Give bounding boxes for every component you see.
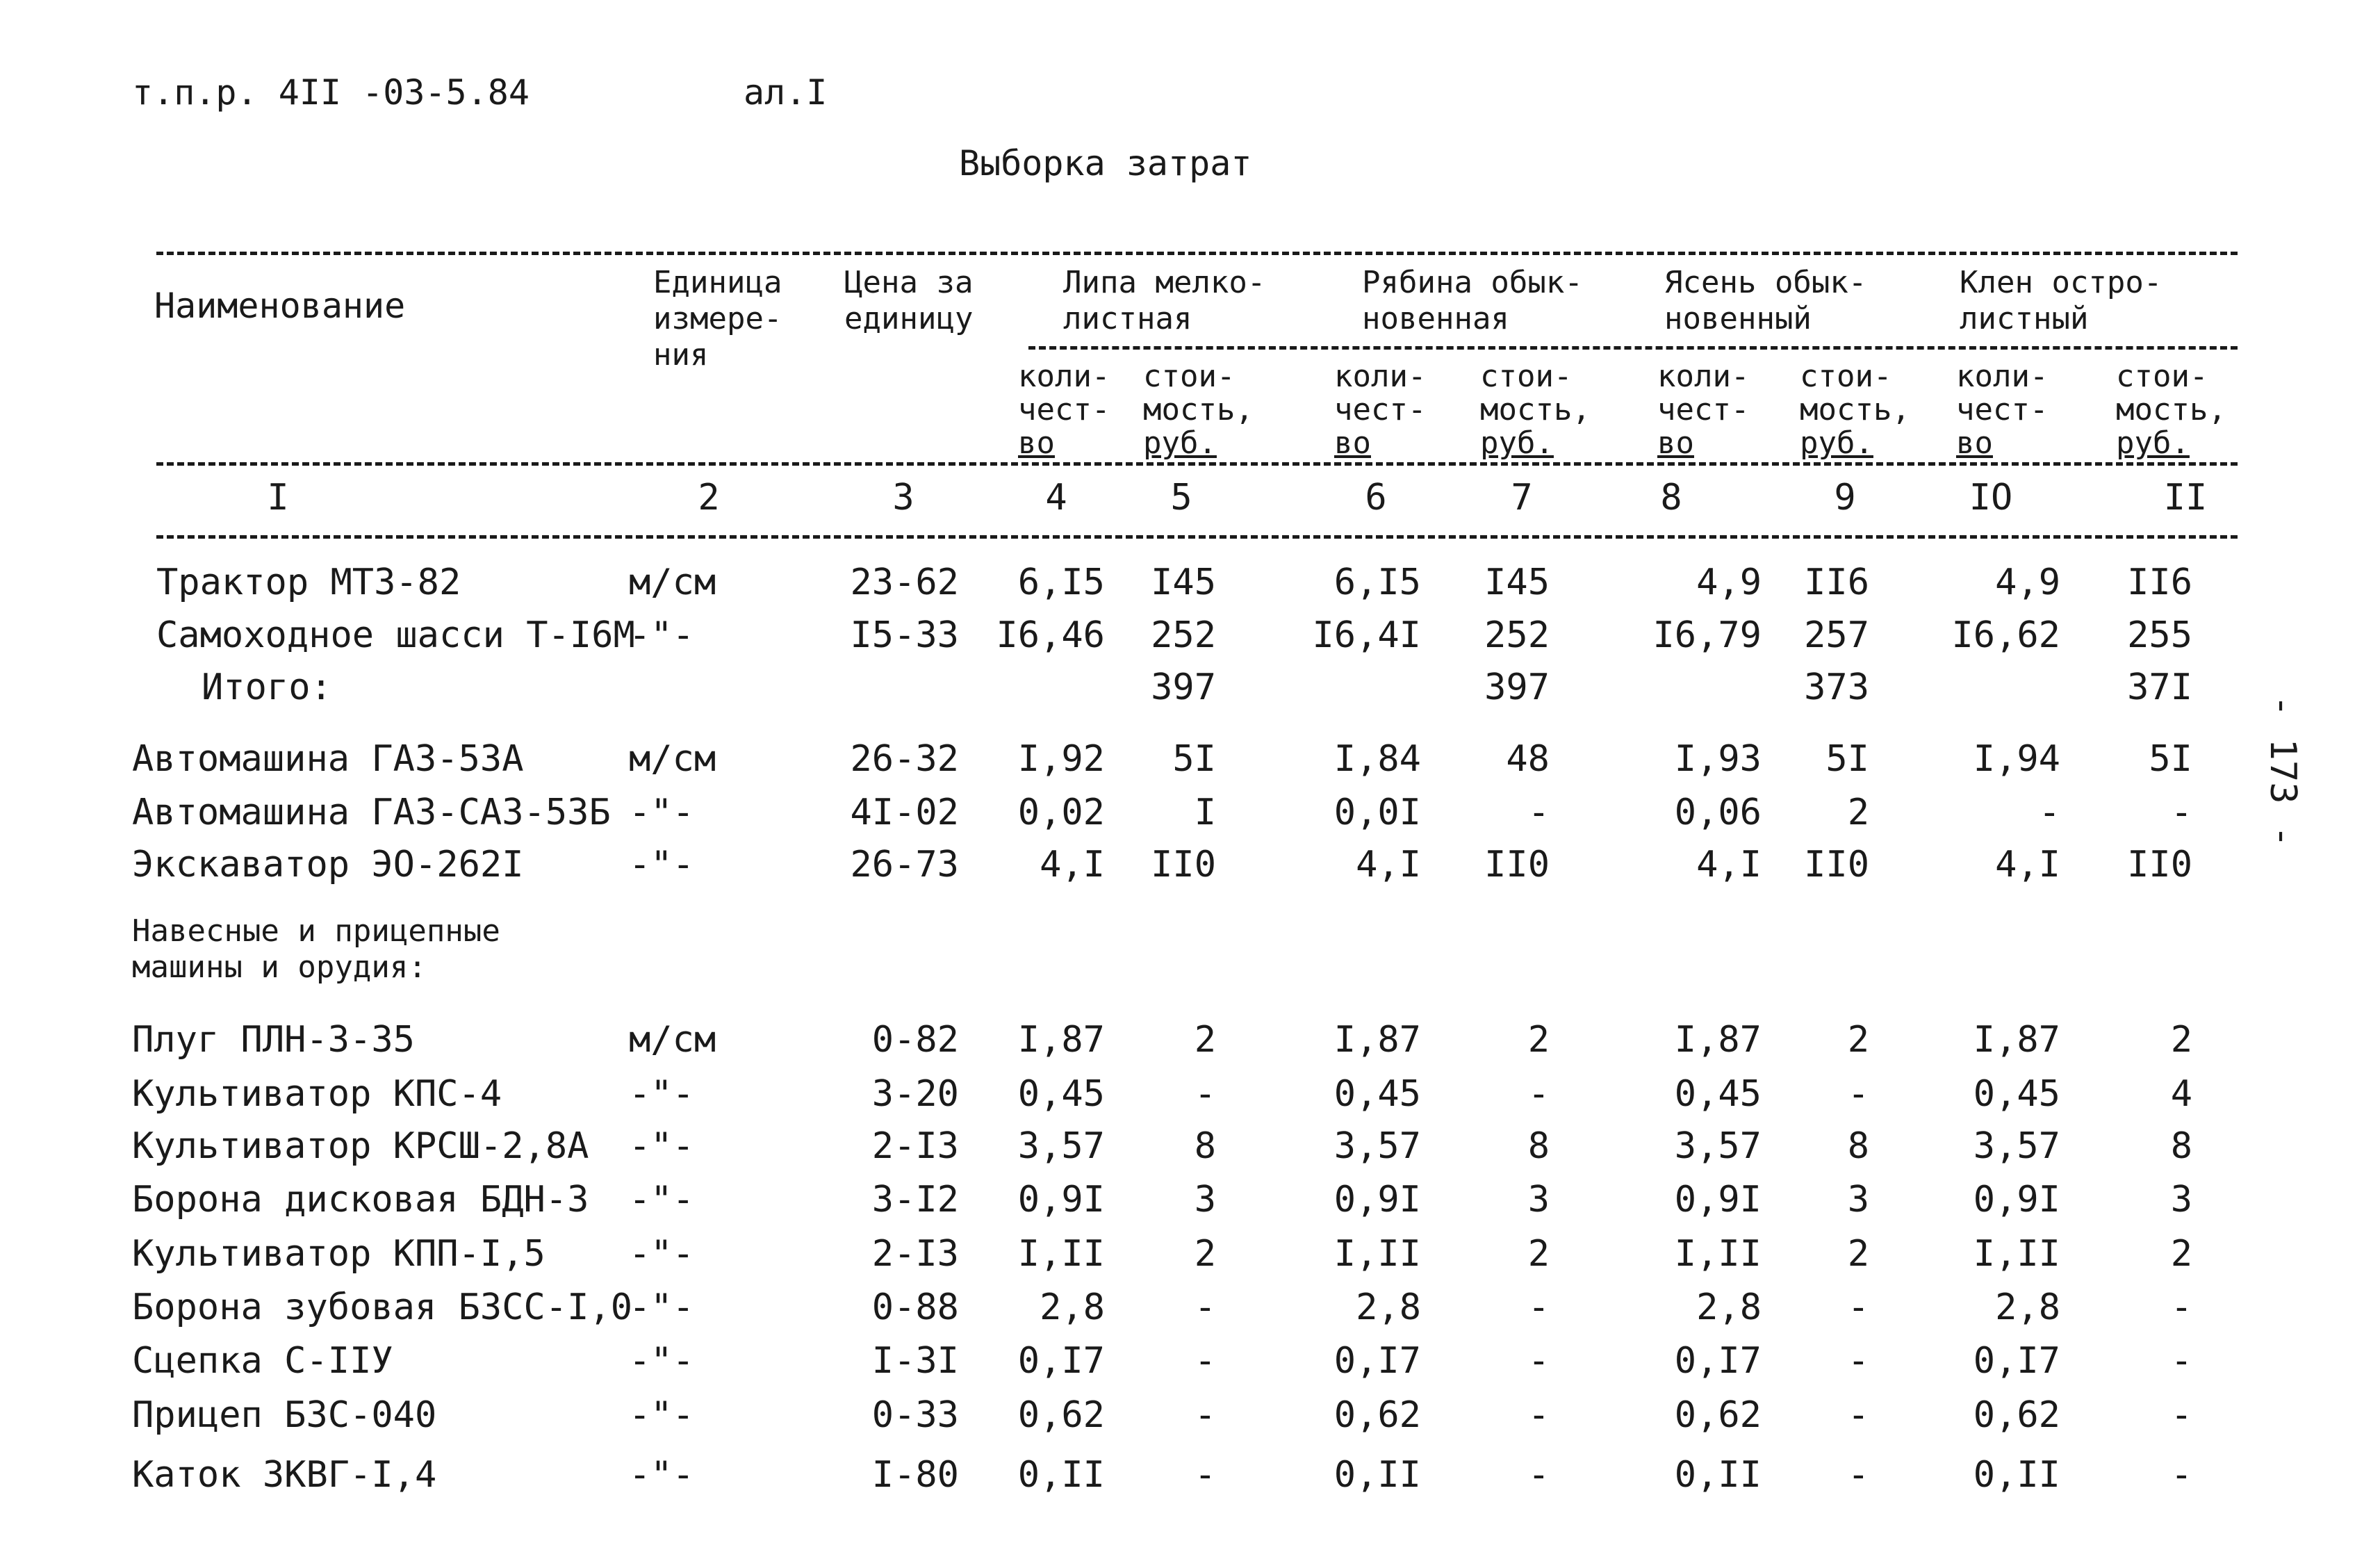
- row-value: I,94: [1973, 738, 2060, 780]
- row-value: I,87: [1333, 1019, 1421, 1061]
- row-value: 2: [1847, 792, 1869, 833]
- group-header-2: новенная: [1362, 301, 1509, 336]
- table-top-rule: [156, 252, 2238, 255]
- subheader-qty-2: чест-: [1334, 392, 1427, 427]
- column-header-price: Цена за: [844, 265, 974, 300]
- row-value: 4: [2170, 1073, 2192, 1115]
- row-value: 2: [1194, 1233, 1216, 1275]
- row-unit: -"-: [629, 1179, 694, 1221]
- row-unit: -"-: [629, 614, 694, 656]
- row-value: -: [1527, 1394, 1550, 1436]
- row-value: 2: [1527, 1019, 1550, 1061]
- row-unit: -"-: [629, 1287, 694, 1328]
- row-value: 252: [1484, 614, 1550, 656]
- row-unit: -"-: [629, 1454, 694, 1496]
- row-name: Культиватор КПС-4: [132, 1073, 502, 1115]
- group-header-1: Липа мелко-: [1063, 265, 1266, 300]
- row-value: -: [1527, 792, 1550, 833]
- row-value: 3: [2170, 1179, 2192, 1221]
- column-header-unit: измере-: [653, 301, 782, 336]
- subheader-qty-3: чест-: [1657, 392, 1750, 427]
- row-value: I45: [1484, 562, 1550, 603]
- row-unit: м/см: [629, 562, 716, 603]
- row-value: I,II: [1333, 1233, 1421, 1275]
- row-value: I,87: [1017, 1019, 1105, 1061]
- row-value: -: [1847, 1454, 1869, 1496]
- row-value: -: [1527, 1073, 1550, 1115]
- subheader-cost-2: руб.: [1480, 425, 1554, 461]
- subheader-qty-3: во: [1657, 425, 1694, 461]
- column-header-unit: Единица: [653, 265, 782, 300]
- row-price: 2-I3: [871, 1125, 959, 1167]
- group-header-2: Рябина обык-: [1362, 265, 1583, 300]
- row-value: 2: [1847, 1233, 1869, 1275]
- row-price: I5-33: [850, 614, 959, 656]
- row-value: II6: [2127, 562, 2192, 603]
- row-value: -: [1847, 1340, 1869, 1382]
- row-value: 2: [1847, 1019, 1869, 1061]
- row-value: 373: [1804, 667, 1869, 708]
- row-value: 4,9: [1995, 562, 2060, 603]
- row-price: 26-32: [850, 738, 959, 780]
- row-value: -: [2170, 792, 2192, 833]
- column-number-1: I: [267, 477, 289, 519]
- row-value: II0: [1151, 844, 1216, 885]
- row-value: 0,62: [1674, 1394, 1762, 1436]
- row-value: 3: [1847, 1179, 1869, 1221]
- row-value: 0,45: [1017, 1073, 1105, 1115]
- row-value: I,93: [1674, 738, 1762, 780]
- subheader-cost-4: руб.: [2116, 425, 2190, 461]
- row-value: I45: [1151, 562, 1216, 603]
- row-value: 3: [1194, 1179, 1216, 1221]
- subheader-qty-4: чест-: [1956, 392, 2049, 427]
- column-number-11: II: [2163, 477, 2208, 519]
- row-value: 4,9: [1696, 562, 1762, 603]
- row-value: 0,45: [1973, 1073, 2060, 1115]
- group-header-1: листная: [1063, 301, 1192, 336]
- row-value: -: [1194, 1454, 1216, 1496]
- page-title: Выборка затрат: [959, 143, 1252, 183]
- row-value: 2: [1527, 1233, 1550, 1275]
- row-value: -: [2038, 792, 2060, 833]
- row-name: Сцепка С-IIУ: [132, 1340, 393, 1382]
- row-price: 4I-02: [850, 792, 959, 833]
- row-value: I6,79: [1652, 614, 1762, 656]
- sheet-number: ал.I: [744, 72, 828, 113]
- row-value: -: [1527, 1454, 1550, 1496]
- row-value: -: [1194, 1394, 1216, 1436]
- row-name: Экскаватор ЭО-262I: [132, 844, 524, 885]
- row-value: 4,I: [1040, 844, 1105, 885]
- subheader-cost-3: мость,: [1800, 392, 1910, 427]
- row-value: I6,4I: [1312, 614, 1421, 656]
- subheader-cost-1: стои-: [1143, 359, 1236, 394]
- column-number-9: 9: [1834, 477, 1856, 519]
- row-name: Автомашина ГАЗ-САЗ-53Б: [132, 792, 611, 833]
- row-value: 0,I7: [1973, 1340, 2060, 1382]
- row-value: 5I: [1825, 738, 1869, 780]
- row-name: машины и орудия:: [132, 949, 427, 985]
- row-value: -: [1847, 1287, 1869, 1328]
- row-value: 5I: [1172, 738, 1216, 780]
- row-name: Итого:: [202, 667, 332, 708]
- row-price: 26-73: [850, 844, 959, 885]
- row-value: 0,9I: [1333, 1179, 1421, 1221]
- subheader-qty-2: коли-: [1334, 359, 1427, 394]
- row-value: 0,45: [1674, 1073, 1762, 1115]
- group-header-3: Ясень обык-: [1664, 265, 1867, 300]
- subheader-cost-2: стои-: [1480, 359, 1573, 394]
- row-unit: м/см: [629, 1019, 716, 1061]
- subheader-qty-3: коли-: [1657, 359, 1750, 394]
- column-header-unit: ния: [653, 337, 709, 373]
- row-value: 0,62: [1333, 1394, 1421, 1436]
- subheader-cost-1: мость,: [1143, 392, 1254, 427]
- row-value: 8: [1194, 1125, 1216, 1167]
- row-value: -: [1847, 1394, 1869, 1436]
- row-unit: -"-: [629, 1340, 694, 1382]
- column-number-8: 8: [1660, 477, 1682, 519]
- header-mid-rule-1: [1028, 346, 2238, 350]
- row-value: 0,9I: [1973, 1179, 2060, 1221]
- subheader-cost-4: стои-: [2116, 359, 2208, 394]
- row-price: 23-62: [850, 562, 959, 603]
- row-value: I,II: [1674, 1233, 1762, 1275]
- row-value: 4,I: [1696, 844, 1762, 885]
- row-value: I6,46: [996, 614, 1105, 656]
- row-value: -: [1194, 1287, 1216, 1328]
- row-value: -: [1527, 1287, 1550, 1328]
- row-unit: -"-: [629, 1233, 694, 1275]
- row-value: 37I: [2127, 667, 2192, 708]
- column-number-5: 5: [1170, 477, 1192, 519]
- row-value: 0,II: [1017, 1454, 1105, 1496]
- row-name: Трактор МТЗ-82: [156, 562, 461, 603]
- subheader-cost-1: руб.: [1143, 425, 1217, 461]
- row-value: 6,I5: [1333, 562, 1421, 603]
- row-price: 0-33: [871, 1394, 959, 1436]
- row-value: 3,57: [1333, 1125, 1421, 1167]
- row-value: 8: [1527, 1125, 1550, 1167]
- document-reference: т.п.р. 4II -03-5.84: [132, 72, 530, 113]
- row-value: 2,8: [1040, 1287, 1105, 1328]
- row-value: 0,62: [1017, 1394, 1105, 1436]
- row-value: I: [1194, 792, 1216, 833]
- row-value: I6,62: [1951, 614, 2060, 656]
- row-value: 2,8: [1696, 1287, 1762, 1328]
- subheader-cost-3: стои-: [1800, 359, 1892, 394]
- row-value: 257: [1804, 614, 1869, 656]
- group-header-4: Клен остро-: [1960, 265, 2162, 300]
- row-value: 3,57: [1674, 1125, 1762, 1167]
- row-value: 2,8: [1356, 1287, 1421, 1328]
- subheader-qty-4: коли-: [1956, 359, 2049, 394]
- row-value: 6,I5: [1017, 562, 1105, 603]
- row-price: 2-I3: [871, 1233, 959, 1275]
- row-value: -: [2170, 1340, 2192, 1382]
- row-value: 0,II: [1333, 1454, 1421, 1496]
- row-unit: -"-: [629, 1125, 694, 1167]
- header-bottom-rule: [156, 462, 2238, 466]
- column-header-price: единицу: [844, 301, 974, 336]
- row-unit: -"-: [629, 1394, 694, 1436]
- subheader-cost-4: мость,: [2116, 392, 2226, 427]
- row-name: Борона дисковая БДН-3: [132, 1179, 589, 1221]
- row-value: II0: [1484, 844, 1550, 885]
- row-value: -: [1527, 1340, 1550, 1382]
- row-value: 2: [1194, 1019, 1216, 1061]
- subheader-qty-1: во: [1018, 425, 1055, 461]
- row-value: 0,0I: [1333, 792, 1421, 833]
- row-value: 48: [1506, 738, 1550, 780]
- row-value: 397: [1151, 667, 1216, 708]
- row-value: -: [1847, 1073, 1869, 1115]
- row-unit: -"-: [629, 844, 694, 885]
- row-value: 255: [2127, 614, 2192, 656]
- row-value: -: [1194, 1340, 1216, 1382]
- row-value: 3,57: [1973, 1125, 2060, 1167]
- row-value: I,84: [1333, 738, 1421, 780]
- row-value: 0,II: [1973, 1454, 2060, 1496]
- row-price: 3-20: [871, 1073, 959, 1115]
- row-value: 0,9I: [1674, 1179, 1762, 1221]
- row-name: Борона зубовая БЗСС-I,0: [132, 1287, 633, 1328]
- row-value: 0,06: [1674, 792, 1762, 833]
- row-value: 0,62: [1973, 1394, 2060, 1436]
- row-value: -: [2170, 1394, 2192, 1436]
- row-value: I,II: [1017, 1233, 1105, 1275]
- row-value: 0,I7: [1333, 1340, 1421, 1382]
- column-header-name: Наименование: [154, 286, 406, 326]
- group-header-4: листный: [1960, 301, 2089, 336]
- row-value: 4,I: [1356, 844, 1421, 885]
- row-value: 2,8: [1995, 1287, 2060, 1328]
- row-value: 8: [2170, 1125, 2192, 1167]
- column-number-7: 7: [1511, 477, 1533, 519]
- row-value: I,87: [1674, 1019, 1762, 1061]
- row-value: 252: [1151, 614, 1216, 656]
- row-value: I,92: [1017, 738, 1105, 780]
- group-header-3: новенный: [1664, 301, 1812, 336]
- row-name: Самоходное шасси Т-I6М: [156, 614, 635, 656]
- row-price: 3-I2: [871, 1179, 959, 1221]
- row-value: I,87: [1973, 1019, 2060, 1061]
- column-number-4: 4: [1045, 477, 1067, 519]
- column-number-6: 6: [1365, 477, 1387, 519]
- row-value: 0,I7: [1674, 1340, 1762, 1382]
- row-value: 4,I: [1995, 844, 2060, 885]
- numbers-bottom-rule: [156, 535, 2238, 539]
- row-value: 0,9I: [1017, 1179, 1105, 1221]
- subheader-cost-3: руб.: [1800, 425, 1873, 461]
- row-value: II0: [2127, 844, 2192, 885]
- side-page-number-text: - 173 -: [2262, 695, 2304, 848]
- row-value: II6: [1804, 562, 1869, 603]
- row-value: 0,II: [1674, 1454, 1762, 1496]
- row-value: 8: [1847, 1125, 1869, 1167]
- row-value: 0,45: [1333, 1073, 1421, 1115]
- row-value: 2: [2170, 1233, 2192, 1275]
- column-number-2: 2: [698, 477, 720, 519]
- row-name: Навесные и прицепные: [132, 913, 500, 949]
- row-price: 0-82: [871, 1019, 959, 1061]
- subheader-cost-2: мость,: [1480, 392, 1591, 427]
- subheader-qty-1: чест-: [1018, 392, 1110, 427]
- row-value: -: [2170, 1287, 2192, 1328]
- row-price: I-80: [871, 1454, 959, 1496]
- row-value: 3: [1527, 1179, 1550, 1221]
- row-price: 0-88: [871, 1287, 959, 1328]
- row-name: Культиватор КРСШ-2,8А: [132, 1125, 589, 1167]
- column-number-10: IO: [1969, 477, 2013, 519]
- row-value: II0: [1804, 844, 1869, 885]
- column-number-3: 3: [892, 477, 914, 519]
- row-name: Прицеп БЗС-040: [132, 1394, 437, 1436]
- row-unit: -"-: [629, 1073, 694, 1115]
- row-unit: м/см: [629, 738, 716, 780]
- row-value: 5I: [2149, 738, 2192, 780]
- row-value: 0,I7: [1017, 1340, 1105, 1382]
- row-value: -: [2170, 1454, 2192, 1496]
- row-value: -: [1194, 1073, 1216, 1115]
- row-name: Культиватор КПП-I,5: [132, 1233, 545, 1275]
- subheader-qty-2: во: [1334, 425, 1371, 461]
- subheader-qty-1: коли-: [1018, 359, 1110, 394]
- subheader-qty-4: во: [1956, 425, 1993, 461]
- row-price: I-3I: [871, 1340, 959, 1382]
- row-value: 2: [2170, 1019, 2192, 1061]
- row-value: 3,57: [1017, 1125, 1105, 1167]
- row-name: Автомашина ГАЗ-53А: [132, 738, 524, 780]
- row-name: Плуг ПЛН-3-35: [132, 1019, 415, 1061]
- row-value: 0,02: [1017, 792, 1105, 833]
- row-value: 397: [1484, 667, 1550, 708]
- row-name: Каток ЗКВГ-I,4: [132, 1454, 437, 1496]
- row-value: I,II: [1973, 1233, 2060, 1275]
- row-unit: -"-: [629, 792, 694, 833]
